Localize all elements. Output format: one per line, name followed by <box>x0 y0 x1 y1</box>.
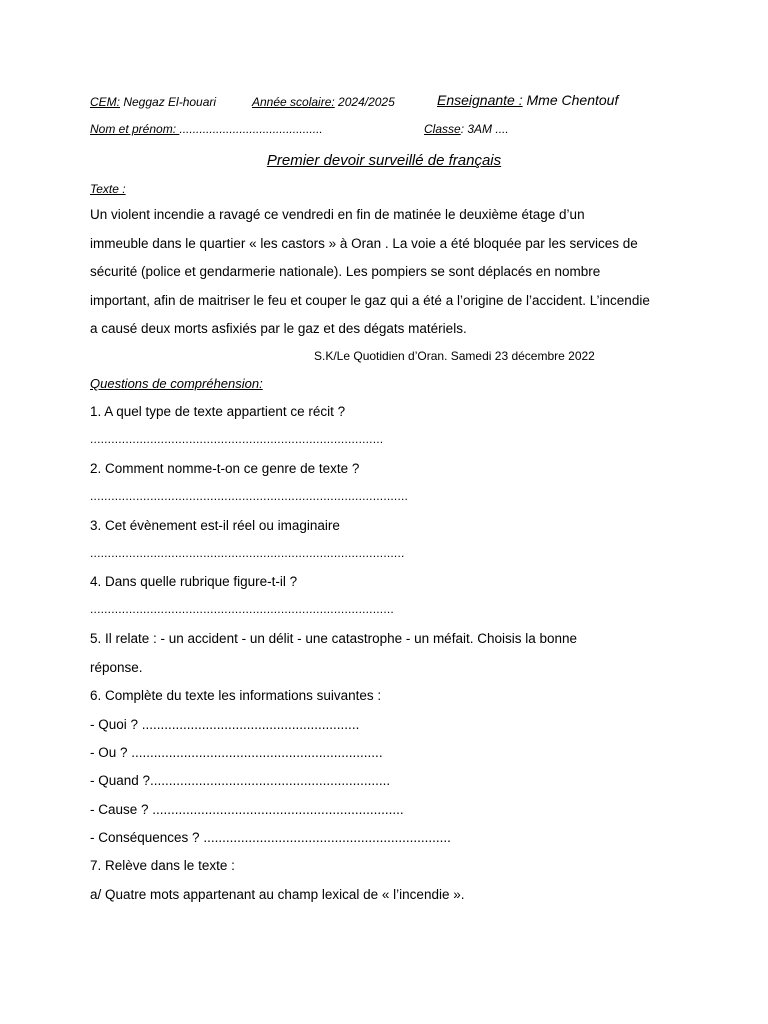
texte-label: Texte : <box>90 182 126 196</box>
year-label: Année scolaire: <box>252 95 335 109</box>
question-7: 7. Relève dans le texte : <box>90 858 235 873</box>
class-value: : 3AM .... <box>460 122 509 136</box>
name-field <box>90 122 323 136</box>
text-paragraph <box>90 201 690 344</box>
question-4: 4. Dans quelle rubrique figure-t-il ? <box>90 574 298 589</box>
paragraph-line: immeuble dans le quartier « les castors » à Oran . La voie a été bloquée par les services de <box>90 235 638 251</box>
teacher-value: Mme Chentouf <box>522 92 619 108</box>
cem-value: Neggaz El-houari <box>120 95 217 109</box>
teacher-label: Enseignante : <box>437 92 523 108</box>
answer-line-1: ................................................................................... <box>90 432 384 446</box>
answer-line-4: ...................................................................................... <box>90 602 394 616</box>
question-1: 1. A quel type de texte appartient ce récit ? <box>90 404 346 419</box>
q6-item-quoi: - Quoi ? .......................................................... <box>90 717 360 732</box>
name-label: Nom et prénom: <box>90 122 180 136</box>
class-field <box>424 122 509 136</box>
questions-title: Questions de compréhension: <box>90 376 263 391</box>
q6-item-quand: - Quand ?................................................................ <box>90 773 391 788</box>
question-6: 6. Complète du texte les informations suivantes : <box>90 688 382 703</box>
class-label: Classe <box>424 122 461 136</box>
cem-label: CEM: <box>90 95 120 109</box>
question-5: 5. Il relate : - un accident - un délit - une catastrophe - un méfait. Choisis la bonne <box>90 631 578 646</box>
source-citation: S.K/Le Quotidien d’Oran. Samedi 23 décembre 2022 <box>314 349 595 363</box>
teacher-field <box>437 92 618 108</box>
name-dots: ........................................... <box>179 122 323 136</box>
paragraph-line: important, afin de maitriser le feu et couper le gaz qui a été a l’origine de l’accident. L’incendie <box>90 292 650 308</box>
page-title: Premier devoir surveillé de français <box>266 152 502 169</box>
answer-line-2: .......................................................................................... <box>90 489 409 503</box>
answer-line-3: ......................................................................................... <box>90 546 405 560</box>
question-7a: a/ Quatre mots appartenant au champ lexical de « l’incendie ». <box>90 887 465 902</box>
paragraph-line: sécurité (police et gendarmerie nationale). Les pompiers se sont déplacés en nombre <box>90 264 601 280</box>
question-2: 2. Comment nomme-t-on ce genre de texte ? <box>90 461 360 476</box>
paragraph-line: a causé deux morts asfixiés par le gaz et des dégats matériels. <box>90 321 467 337</box>
paragraph-line: Un violent incendie a ravagé ce vendredi en fin de matinée le deuxième étage d’un <box>90 207 585 222</box>
q6-item-consequences: - Conséquences ? .................................................................. <box>90 830 451 845</box>
q6-item-cause: - Cause ? ................................................................... <box>90 802 404 817</box>
question-3: 3. Cet évènement est-il réel ou imaginaire <box>90 518 340 533</box>
q6-item-ou: - Ou ? ................................................................... <box>90 745 383 760</box>
year-value: 2024/2025 <box>334 95 395 109</box>
cem-field <box>90 95 216 109</box>
question-5-continued: réponse. <box>90 660 143 675</box>
year-field <box>252 95 395 109</box>
